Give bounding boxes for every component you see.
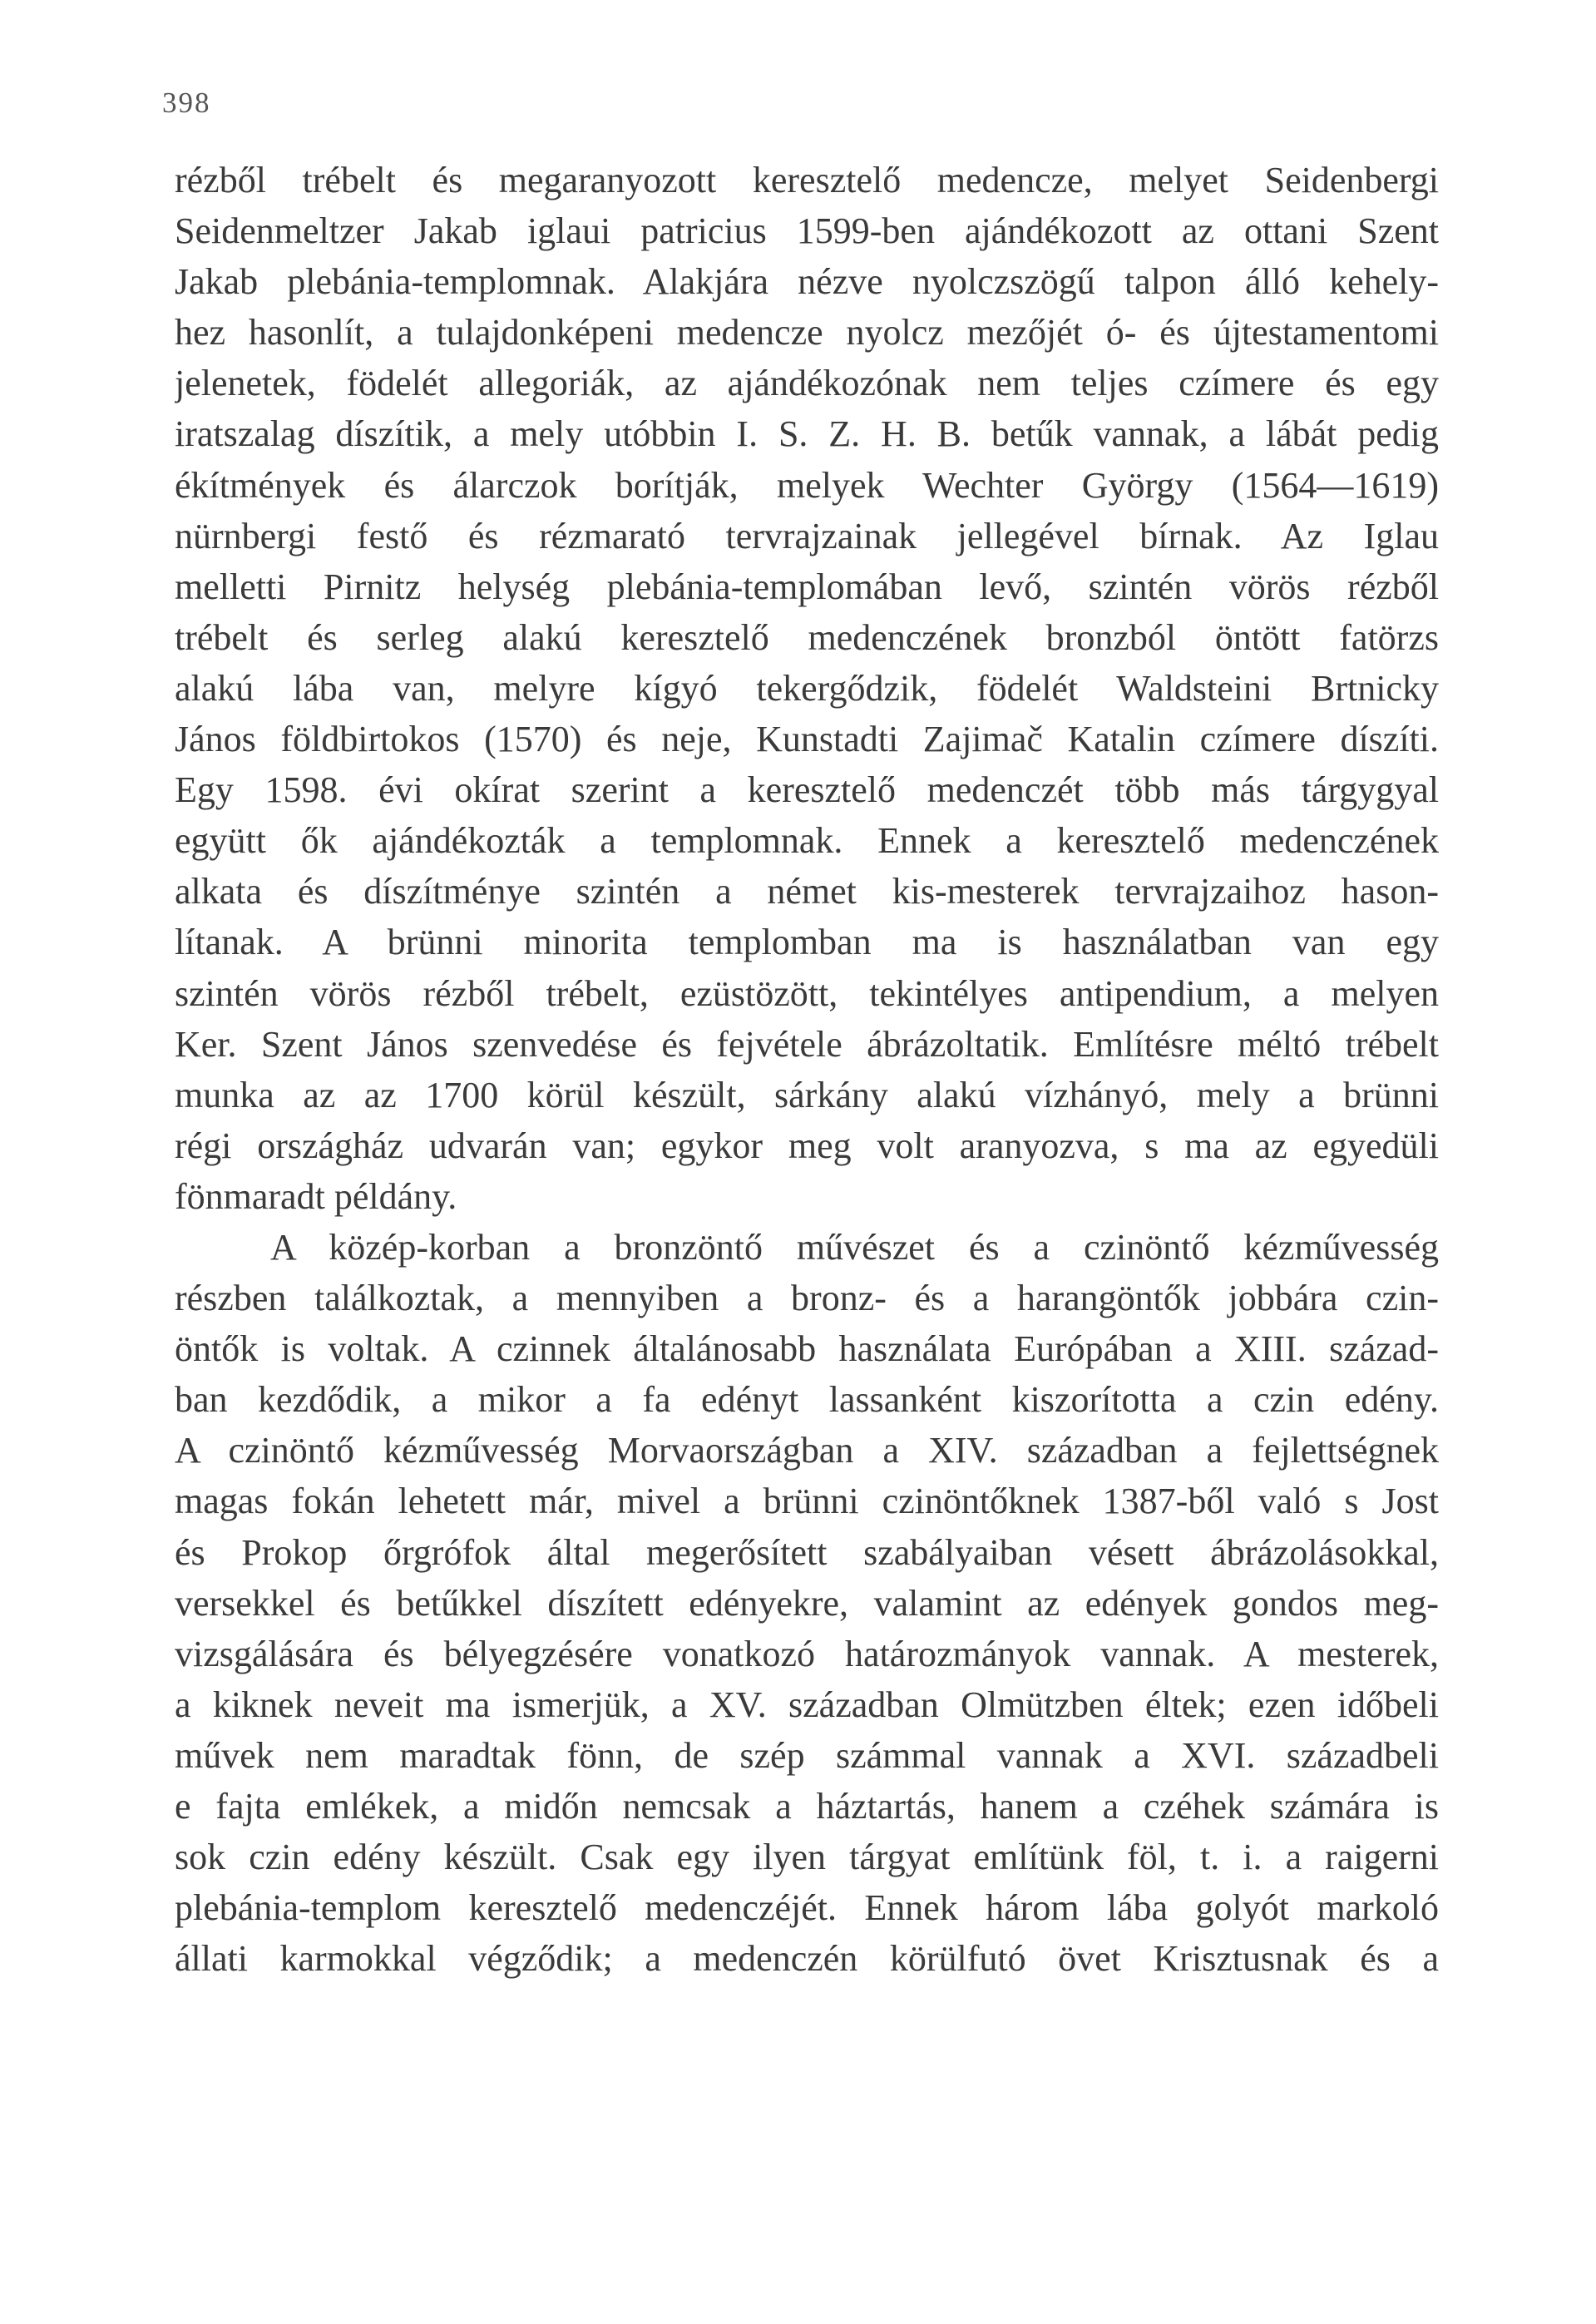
text-line: Jakab plebánia-templomnak. Alakjára nézve nyolczszögű talpon álló kehely- bbox=[175, 261, 1439, 303]
text-line: Seidenmeltzer Jakab iglaui patricius 1599-ben ajándékozott az ottani Szent bbox=[175, 210, 1439, 252]
text-line: A czinöntő kézművesség Morvaországban a XIV. században a fejlettségnek bbox=[175, 1430, 1439, 1471]
text-line: melletti Pirnitz helység plebánia-templomában levő, szintén vörös rézből bbox=[175, 566, 1439, 607]
text-line: magas fokán lehetett már, mivel a brünni czinöntőknek 1387-ből való s Jost bbox=[175, 1481, 1439, 1522]
text-line: és Prokop őrgrófok által megerősített szabályaiban vésett ábrázolásokkal, bbox=[175, 1531, 1439, 1573]
body-text bbox=[175, 155, 1439, 1984]
text-line: versekkel és betűkkel díszített edényekre, valamint az edények gondos meg- bbox=[175, 1582, 1439, 1624]
text-line: alakú lába van, melyre kígyó tekergődzik, födelét Waldsteini Brtnicky bbox=[175, 667, 1439, 709]
text-line: együtt ők ajándékozták a templomnak. Ennek a keresztelő medenczének bbox=[175, 820, 1439, 862]
text-line: plebánia-templom keresztelő medenczéjét. Ennek három lába golyót markoló bbox=[175, 1887, 1439, 1929]
text-line: hez hasonlít, a tulajdonképeni medencze nyolcz mezőjét ó- és újtestamentomi bbox=[175, 312, 1439, 354]
text-line: trébelt és serleg alakú keresztelő medenczének bronzból öntött fatörzs bbox=[175, 616, 1439, 658]
text-line: fönmaradt példány. bbox=[175, 1175, 457, 1217]
text-line: rézből trébelt és megaranyozott keresztelő medencze, melyet Seidenbergi bbox=[175, 160, 1439, 200]
text-line: régi országház udvarán van; egykor meg volt aranyozva, s ma az egyedüli bbox=[175, 1125, 1439, 1166]
paragraph-first-line: A közép-korban a bronzöntő művészet és a czinöntő kézművesség bbox=[270, 1226, 1439, 1268]
text-line: ékítmények és álarczok borítják, melyek Wechter György (1564—1619) bbox=[175, 464, 1439, 506]
text-line: e fajta emlékek, a midőn nemcsak a háztartás, hanem a czéhek számára is bbox=[175, 1786, 1439, 1827]
text-line: szintén vörös rézből trébelt, ezüstözött, tekintélyes antipendium, a melyen bbox=[175, 972, 1439, 1014]
text-line: a kiknek neveit ma ismerjük, a XV. században Olmützben éltek; ezen időbeli bbox=[175, 1684, 1439, 1725]
text-line: munka az az 1700 körül készült, sárkány alakú vízhányó, mely a brünni bbox=[175, 1074, 1439, 1115]
text-line: jelenetek, födelét allegoriák, az ajándékozónak nem teljes czímere és egy bbox=[175, 363, 1439, 404]
text-line: Egy 1598. évi okírat szerint a keresztelő medenczét több más tárgygyal bbox=[175, 769, 1439, 811]
text-line: öntők is voltak. A czinnek általánosabb használata Európában a XIII. század- bbox=[175, 1328, 1439, 1370]
text-line: nürnbergi festő és rézmarató tervrajzainak jellegével bírnak. Az Iglau bbox=[175, 515, 1439, 556]
text-line: alkata és díszítménye szintén a német kis-mesterek tervrajzaihoz hason- bbox=[175, 871, 1439, 912]
text-line: iratszalag díszítik, a mely utóbbin I. S. Z. H. B. betűk vannak, a lábát pedig bbox=[175, 413, 1439, 455]
text-line: állati karmokkal végződik; a medenczén körülfutó övet Krisztusnak és a bbox=[175, 1938, 1439, 1980]
text-line: Ker. Szent János szenvedése és fejvétele ábrázoltatik. Említésre méltó trébelt bbox=[175, 1023, 1439, 1065]
text-line: részben találkoztak, a mennyiben a bronz- és a harangöntők jobbára czin- bbox=[175, 1278, 1439, 1319]
text-line: ban kezdődik, a mikor a fa edényt lassanként kiszorította a czin edény. bbox=[175, 1379, 1439, 1421]
text-line: lítanak. A brünni minorita templomban ma is használatban van egy bbox=[175, 922, 1439, 963]
text-line: János földbirtokos (1570) és neje, Kunstadti Zajimač Katalin czímere díszíti. bbox=[175, 719, 1439, 760]
text-line: sok czin edény készült. Csak egy ilyen tárgyat említünk föl, t. i. a raigerni bbox=[175, 1837, 1439, 1878]
text-line: vizsgálására és bélyegzésére vonatkozó határozmányok vannak. A mesterek, bbox=[175, 1633, 1439, 1674]
text-line: művek nem maradtak fönn, de szép számmal vannak a XVI. századbeli bbox=[175, 1734, 1439, 1776]
page-number: 398 bbox=[162, 87, 211, 119]
